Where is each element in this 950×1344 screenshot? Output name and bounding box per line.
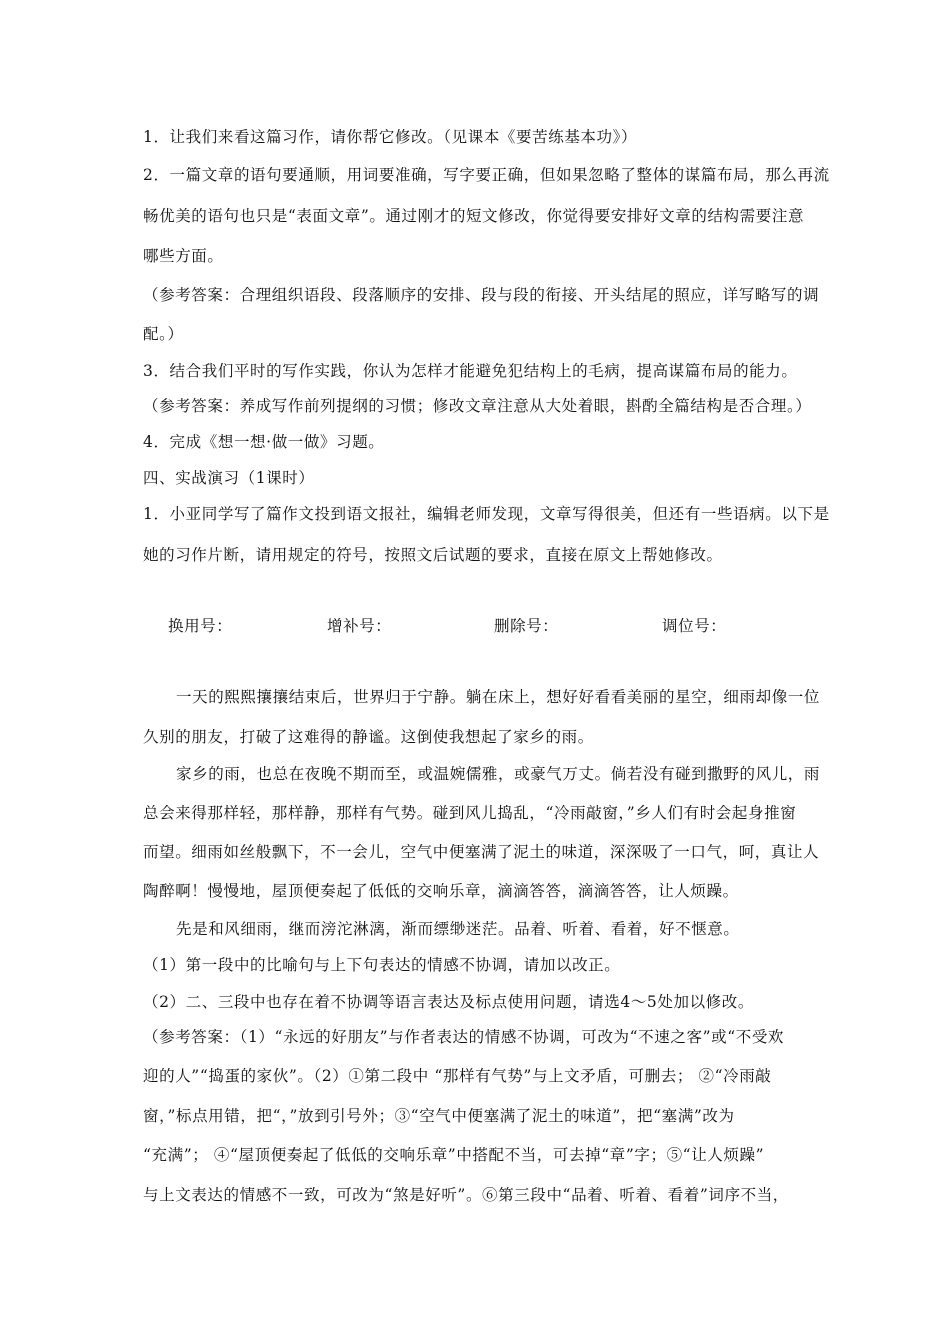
exercise-1-line-2: 她的习作片断，请用规定的符号，按照文后试题的要求，直接在原文上帮她修改。 xyxy=(143,546,723,564)
reference-answer-3: （参考答案：养成写作前列提纲的习惯；修改文章注意从大处着眼，斟酌全篇结构是否合理。） xyxy=(143,397,812,415)
delete-mark-label: 删除号： xyxy=(494,617,559,635)
answer-line-3: 窗，”标点用错，把“，”放到引号外；③“空气中便塞满了泥土的味道”，把“塞满”改为 xyxy=(143,1107,735,1125)
question-1: （1）第一段中的比喻句与上下句表达的情感不协调，请加以改正。 xyxy=(143,956,621,974)
item-1: 1．让我们来看这篇习作，请你帮它修改。（见课本《要苦练基本功》） xyxy=(143,128,638,146)
answer-line-4: “充满”； ④“屋顶便奏起了低低的交响乐章”中搭配不当，可去掉“章”字；⑤“让人烦躁” xyxy=(143,1146,765,1164)
insert-mark-label: 增补号： xyxy=(327,617,392,635)
essay-p1-line-1: 一天的熙熙攘攘结束后，世界归于宁静。躺在床上，想好好看看美丽的星空，细雨却像一位 xyxy=(176,688,821,706)
essay-p2-line-2: 总会来得那样轻，那样静，那样有气势。碰到风儿捣乱，“冷雨敲窗，”乡人们有时会起身推窗 xyxy=(143,804,797,822)
item-3: 3．结合我们平时的写作实践，你认为怎样才能避免犯结构上的毛病，提高谋篇布局的能力。 xyxy=(143,362,798,380)
item-2-line-1: 2．一篇文章的语句要通顺，用词要准确，写字要正确，但如果忽略了整体的谋篇布局，那么再流 xyxy=(143,166,830,184)
essay-p1-line-2: 久别的朋友，打破了这难得的静谧。这倒使我想起了家乡的雨。 xyxy=(143,728,594,746)
exercise-1-line-1: 1．小亚同学写了篇作文投到语文报社，编辑老师发现，文章写得很美，但还有一些语病。以下是 xyxy=(143,505,830,523)
item-2-line-3: 哪些方面。 xyxy=(143,247,224,265)
item-2-line-2: 畅优美的语句也只是“表面文章”。通过刚才的短文修改，你觉得要安排好文章的结构需要注意 xyxy=(143,207,805,225)
reference-answer-2-line-1: （参考答案：合理组织语段、段落顺序的安排、段与段的衔接、开头结尾的照应，详写略写的调 xyxy=(143,286,820,304)
section-heading: 四、实战演习（1课时） xyxy=(143,469,315,487)
question-2: （2）二、三段中也存在着不协调等语言表达及标点使用问题，请选4～5处加以修改。 xyxy=(143,993,754,1011)
item-4: 4．完成《想一想·做一做》习题。 xyxy=(143,433,385,451)
reference-answer-2-line-2: 配。） xyxy=(143,325,184,343)
answer-line-2: 迎的人”“捣蛋的家伙”。（2）①第二段中 “那样有气势”与上文矛盾，可删去； ②“冷雨敲 xyxy=(143,1067,772,1085)
essay-p2-line-1: 家乡的雨，也总在夜晚不期而至，或温婉儒雅，或豪气万丈。倘若没有碰到撒野的风儿，雨 xyxy=(176,765,821,783)
essay-p3-line-1: 先是和风细雨，继而滂沱淋漓，渐而缥缈迷茫。品着、听着、看着，好不惬意。 xyxy=(176,920,740,938)
answer-line-1: （参考答案：（1）“永远的好朋友”与作者表达的情感不协调，可改为“不速之客”或“不受欢 xyxy=(143,1028,785,1046)
essay-p2-line-4: 陶醉啊！慢慢地，屋顶便奏起了低低的交响乐章，滴滴答答，滴滴答答，让人烦躁。 xyxy=(143,882,739,900)
answer-line-5: 与上文表达的情感不一致，可改为“煞是好听”。⑥第三段中“品着、听着、看着”词序不当， xyxy=(143,1186,789,1204)
transpose-mark-label: 调位号： xyxy=(662,617,727,635)
essay-p2-line-3: 而望。细雨如丝般飘下，不一会儿，空气中便塞满了泥土的味道，深深吸了一口气，呵，真让人 xyxy=(143,843,820,861)
replace-mark-label: 换用号： xyxy=(168,617,233,635)
